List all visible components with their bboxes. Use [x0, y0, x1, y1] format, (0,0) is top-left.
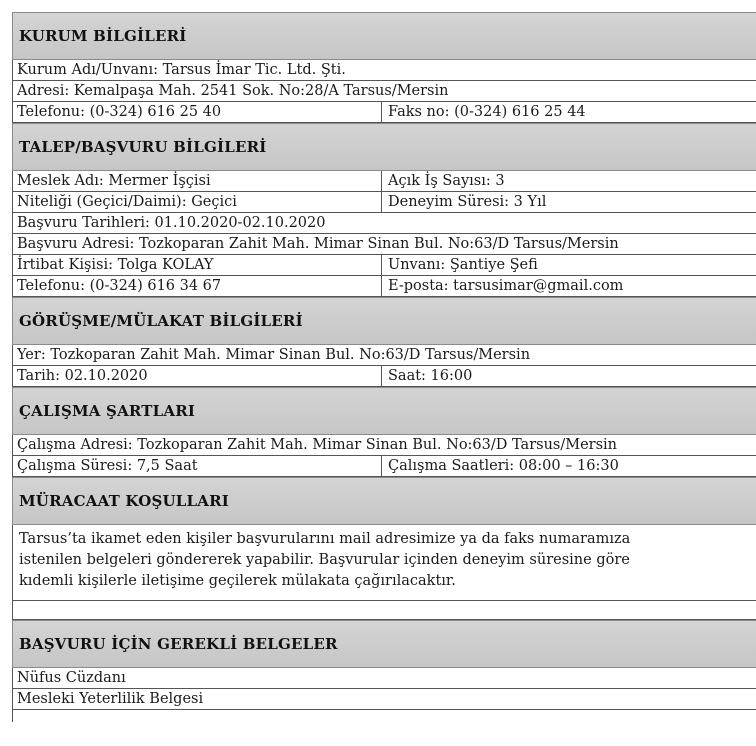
kurum-adi: Kurum Adı/Unvanı: Tarsus İmar Tic. Ltd. Şti.	[17, 62, 346, 78]
kurum-adres: Adresi: Kemalpaşa Mah. 2541 Sok. No:28/A Tarsus/Mersin	[17, 83, 449, 99]
muracaat-kosullari-text	[12, 525, 756, 601]
kurum-telefon: Telefonu: (0-324) 616 25 40	[13, 102, 382, 122]
row-calisma-adres	[12, 435, 756, 456]
row-talep-irtibat	[12, 255, 756, 276]
calisma-suresi: Çalışma Süresi: 7,5 Saat	[13, 456, 382, 476]
row-calisma-sure	[12, 456, 756, 477]
section-header-gorusme: GÖRÜŞME/MÜLAKAT BİLGİLERİ	[12, 297, 756, 345]
muracaat-line: Tarsus’ta ikamet eden kişiler başvurularını mail adresimize ya da faks numaramıza	[19, 531, 631, 547]
row-talep-iletisim	[12, 276, 756, 297]
basvuru-adresi: Başvuru Adresi: Tozkoparan Zahit Mah. Mimar Sinan Bul. No:63/D Tarsus/Mersin	[17, 236, 619, 252]
empty-row	[12, 710, 756, 722]
calisma-adresi: Çalışma Adresi: Tozkoparan Zahit Mah. Mimar Sinan Bul. No:63/D Tarsus/Mersin	[17, 437, 618, 453]
gorusme-yer: Yer: Tozkoparan Zahit Mah. Mimar Sinan Bul. No:63/D Tarsus/Mersin	[17, 347, 531, 363]
kurum-faks: Faks no: (0-324) 616 25 44	[388, 104, 586, 120]
row-kurum-adi	[12, 60, 756, 81]
irtibat-kisisi: İrtibat Kişisi: Tolga KOLAY	[13, 255, 382, 275]
belge-item: Mesleki Yeterlilik Belgesi	[17, 691, 204, 707]
unvani: Unvanı: Şantiye Şefi	[388, 257, 538, 273]
eposta: E-posta: tarsusimar@gmail.com	[388, 278, 624, 294]
row-talep-adres	[12, 234, 756, 255]
belge-item: Nüfus Cüzdanı	[17, 670, 126, 686]
calisma-saatleri: Çalışma Saatleri: 08:00 – 16:30	[388, 458, 619, 474]
section-header-muracaat: MÜRACAAT KOŞULLARI	[12, 477, 756, 525]
row-talep-nitelik	[12, 192, 756, 213]
empty-row	[12, 601, 756, 620]
acik-is-sayisi: Açık İş Sayısı: 3	[388, 173, 505, 189]
gorusme-saat: Saat: 16:00	[388, 368, 473, 384]
row-kurum-iletisim	[12, 102, 756, 123]
section-header-talep: TALEP/BAŞVURU BİLGİLERİ	[12, 123, 756, 171]
muracaat-line: kıdemli kişilerle iletişime geçilerek mülakata çağırılacaktır.	[19, 573, 456, 589]
meslek-adi: Meslek Adı: Mermer İşçisi	[13, 171, 382, 191]
row-gorusme-yer	[12, 345, 756, 366]
muracaat-line: istenilen belgeleri göndererek yapabilir. Başvurular içinden deneyim süresine göre	[19, 552, 630, 568]
nitelik: Niteliği (Geçici/Daimi): Geçici	[13, 192, 382, 212]
row-belge	[12, 668, 756, 689]
row-belge	[12, 689, 756, 710]
section-header-kurum: KURUM BİLGİLERİ	[12, 12, 756, 60]
row-gorusme-zaman	[12, 366, 756, 387]
job-posting-form	[12, 12, 756, 722]
gorusme-tarih: Tarih: 02.10.2020	[13, 366, 382, 386]
section-header-belgeler: BAŞVURU İÇİN GEREKLİ BELGELER	[12, 620, 756, 668]
section-header-calisma: ÇALIŞMA ŞARTLARI	[12, 387, 756, 435]
basvuru-tarihleri: Başvuru Tarihleri: 01.10.2020-02.10.2020	[17, 215, 326, 231]
deneyim-suresi: Deneyim Süresi: 3 Yıl	[388, 194, 547, 210]
talep-telefon: Telefonu: (0-324) 616 34 67	[13, 276, 382, 296]
row-kurum-adres	[12, 81, 756, 102]
row-talep-tarihler	[12, 213, 756, 234]
row-talep-meslek	[12, 171, 756, 192]
